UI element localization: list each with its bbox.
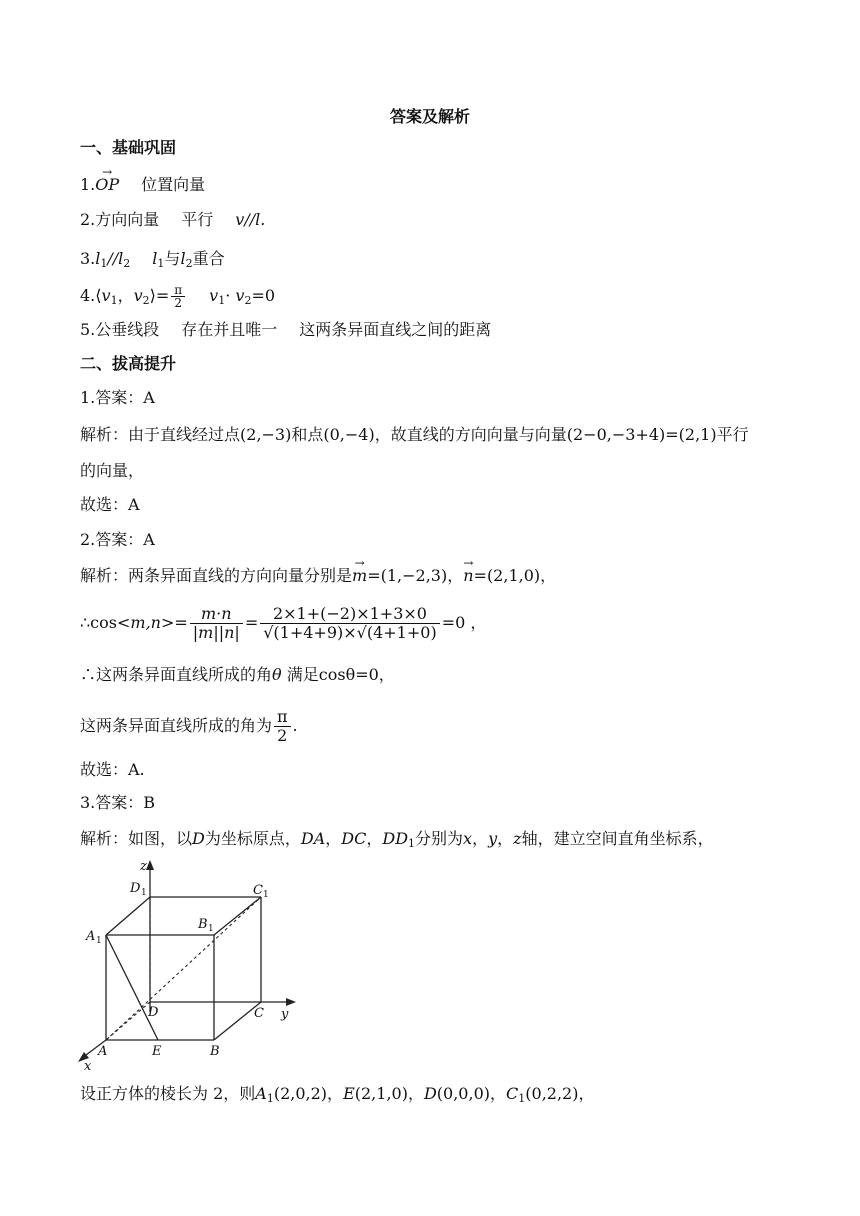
- analysis-text: 为坐标原点，: [204, 829, 301, 848]
- arrowhead-z: [146, 860, 154, 870]
- symbol-DD1: DD: [382, 829, 409, 848]
- basic-answer-5: [80, 319, 491, 341]
- coordinate-value: (2,1,0): [354, 1084, 408, 1103]
- answer-text: 这两条异面直线之间的距离: [299, 320, 492, 339]
- numerator: m·n: [190, 605, 243, 624]
- label-b1-sub: 1: [208, 924, 214, 934]
- label-b: B: [210, 1044, 220, 1059]
- angle-bracket: ⟨: [95, 286, 102, 305]
- symbol-D: D: [423, 1084, 437, 1103]
- subscript: 1: [157, 257, 165, 270]
- problem-3-analysis: [80, 828, 714, 855]
- item-number: 1.: [80, 175, 96, 194]
- point-expression: (0,−4): [323, 425, 375, 444]
- denominator: √(1+4+9)×√(4+1+0): [263, 623, 437, 642]
- symbol-DC: DC: [341, 829, 367, 848]
- denominator: 2: [174, 296, 183, 310]
- parallel-symbol: //: [107, 249, 119, 268]
- comma: ，: [578, 1084, 595, 1103]
- analysis-text: ∴这两条异面直线所成的角: [80, 665, 273, 684]
- answer-text: 2.方向向量: [80, 210, 160, 229]
- answer-text: 5.公垂线段: [80, 320, 160, 339]
- label-a1-sub: 1: [96, 936, 102, 946]
- label-c1-sub: 1: [263, 890, 269, 900]
- symbol-DA: DA: [300, 829, 326, 848]
- symbol-C1: C: [506, 1084, 519, 1103]
- subscript: 1: [266, 1092, 274, 1105]
- comma: ，: [490, 1084, 507, 1103]
- problem-1-analysis: [80, 424, 749, 446]
- analysis-text: 解析：两条异面直线的方向向量分别是: [80, 566, 353, 585]
- vector-expression: (2−0,−3+4)=(2,1): [566, 425, 717, 444]
- comma: ，: [540, 566, 557, 585]
- answer-text: 与: [164, 249, 181, 268]
- symbol-D: D: [192, 829, 205, 848]
- angle-bracket: ⟩=: [149, 286, 170, 305]
- point-expression: (2,−3): [240, 425, 292, 444]
- answer-text: 位置向量: [141, 175, 206, 194]
- analysis-text: 平行: [716, 425, 749, 444]
- comma: ，: [117, 286, 134, 305]
- analysis-text: 轴，建立空间直角坐标系，: [521, 829, 714, 848]
- subscript: 2: [185, 257, 193, 270]
- dot-operator: ·: [225, 286, 231, 305]
- denominator: 2: [277, 726, 288, 745]
- symbol-v: v: [101, 286, 111, 305]
- label-x: x: [84, 1059, 92, 1072]
- numerator: 2×1+(−2)×1+3×0: [260, 605, 439, 624]
- subscript: 2: [244, 294, 252, 307]
- formula-text: =0 ，: [441, 613, 487, 632]
- analysis-text: 这两条异面直线所成的角为: [80, 716, 273, 735]
- label-z: z: [140, 859, 147, 874]
- label-e: E: [152, 1044, 162, 1059]
- problem-2-theta-line: [80, 664, 395, 686]
- problem-1-choice: 故选：A: [80, 495, 140, 514]
- comma: ，: [366, 829, 383, 848]
- subscript: 1: [408, 837, 416, 850]
- subscript: 2: [142, 294, 150, 307]
- equals: =: [244, 613, 259, 632]
- comma: ，: [327, 1084, 344, 1103]
- symbol-E: E: [343, 1084, 355, 1103]
- symbol-l: l: [118, 249, 124, 268]
- section-heading-basic: 一、基础巩固: [80, 138, 177, 157]
- fraction-pi-over-2: [171, 284, 185, 309]
- symbol-A1: A: [255, 1084, 267, 1103]
- answer-text: v//l.: [235, 210, 266, 229]
- symbol-l: l: [152, 249, 158, 268]
- vector-value: =(1,−2,3): [367, 566, 448, 585]
- section-heading-advanced: 二、拔高提升: [80, 354, 177, 373]
- analysis-text: 解析：如图，以: [80, 829, 193, 848]
- analysis-text: 满足: [286, 665, 319, 684]
- page-title: 答案及解析: [389, 107, 470, 126]
- cube-figure: [74, 852, 304, 1072]
- vector-op: → OP: [95, 174, 119, 196]
- problem-2-angle-line: [80, 706, 298, 746]
- answer-text: 重合: [192, 249, 225, 268]
- analysis-text: 设正方体的棱长为 2，则: [80, 1084, 256, 1103]
- period: .: [292, 716, 298, 735]
- subscript: 1: [518, 1092, 526, 1105]
- label-b1: B: [198, 917, 208, 932]
- symbol-theta: θ: [272, 665, 282, 684]
- item-number: 4.: [80, 286, 96, 305]
- problem-3-answer: 3.答案：B: [80, 793, 156, 812]
- formula-text: ∴cos<: [80, 613, 131, 632]
- symbol-v: v: [209, 286, 219, 305]
- label-d: D: [148, 1005, 159, 1020]
- vector-n: → n: [463, 565, 473, 587]
- problem-3-coordinates: [80, 1083, 594, 1110]
- problem-1-analysis-cont: 的向量，: [80, 461, 145, 480]
- label-d1: D: [130, 881, 141, 896]
- label-a1: A: [86, 929, 96, 944]
- symbol-l: l: [95, 249, 101, 268]
- fraction-pi-over-2: [274, 708, 291, 745]
- symbol-z: z: [513, 829, 522, 848]
- vector-m: → m: [352, 565, 367, 587]
- analysis-text: ，故直线的方向向量与向量: [374, 425, 567, 444]
- symbol-x: x: [463, 829, 473, 848]
- symbol-y: y: [488, 829, 498, 848]
- symbol-l: l: [180, 249, 186, 268]
- coordinate-value: (0,2,2): [525, 1084, 579, 1103]
- vector-value: =(2,1,0): [473, 566, 541, 585]
- problem-2-choice: 故选：A.: [80, 760, 145, 779]
- comma: ，: [325, 829, 342, 848]
- symbol-v: v: [133, 286, 143, 305]
- analysis-text: 解析：由于直线经过点: [80, 425, 241, 444]
- comma: ，: [497, 829, 514, 848]
- comma: ，: [447, 566, 464, 585]
- answer-text: 存在并且唯一: [181, 320, 278, 339]
- subscript: 1: [110, 294, 118, 307]
- edge-a1-d1: [106, 897, 150, 935]
- subscript: 1: [100, 257, 108, 270]
- fraction-dot-over-norms: [190, 605, 243, 642]
- subscript: 2: [123, 257, 131, 270]
- basic-answer-2: [80, 209, 265, 231]
- coordinate-value: (0,0,0): [436, 1084, 490, 1103]
- numerator: π: [274, 708, 291, 727]
- vector-pair: m,n: [130, 613, 161, 632]
- basic-answer-4: [80, 284, 275, 312]
- problem-1-answer: 1.答案：A: [80, 388, 155, 407]
- label-c: C: [254, 1006, 264, 1021]
- basic-answer-1: [80, 174, 205, 196]
- analysis-text: 分别为: [415, 829, 464, 848]
- analysis-text: 和点: [291, 425, 324, 444]
- diagonal-a-c1: [106, 897, 261, 1040]
- fraction-computed: [260, 605, 439, 642]
- problem-2-cosine-formula: [80, 603, 486, 643]
- comma: ，: [472, 829, 489, 848]
- comma: ，: [378, 665, 395, 684]
- answer-text: 平行: [181, 210, 214, 229]
- problem-2-answer: 2.答案：A: [80, 530, 155, 549]
- label-y: y: [281, 1007, 289, 1022]
- edge-b1-c1: [214, 897, 261, 935]
- problem-2-analysis: [80, 565, 556, 587]
- subscript: 1: [218, 294, 226, 307]
- coordinate-value: (2,0,2): [273, 1084, 328, 1103]
- arrowhead-y: [286, 998, 296, 1006]
- basic-answer-3: [80, 248, 225, 275]
- label-d1-sub: 1: [141, 888, 147, 898]
- formula-text: cosθ=0: [318, 665, 379, 684]
- symbol-v: v: [235, 286, 245, 305]
- formula-text: >=: [160, 613, 188, 632]
- item-number: 3.: [80, 249, 96, 268]
- label-a: A: [98, 1044, 108, 1059]
- comma: ，: [407, 1084, 424, 1103]
- answer-text: =0: [251, 286, 276, 305]
- numerator: π: [171, 284, 185, 297]
- label-c1: C: [253, 883, 263, 898]
- denominator: |m||n|: [192, 623, 240, 642]
